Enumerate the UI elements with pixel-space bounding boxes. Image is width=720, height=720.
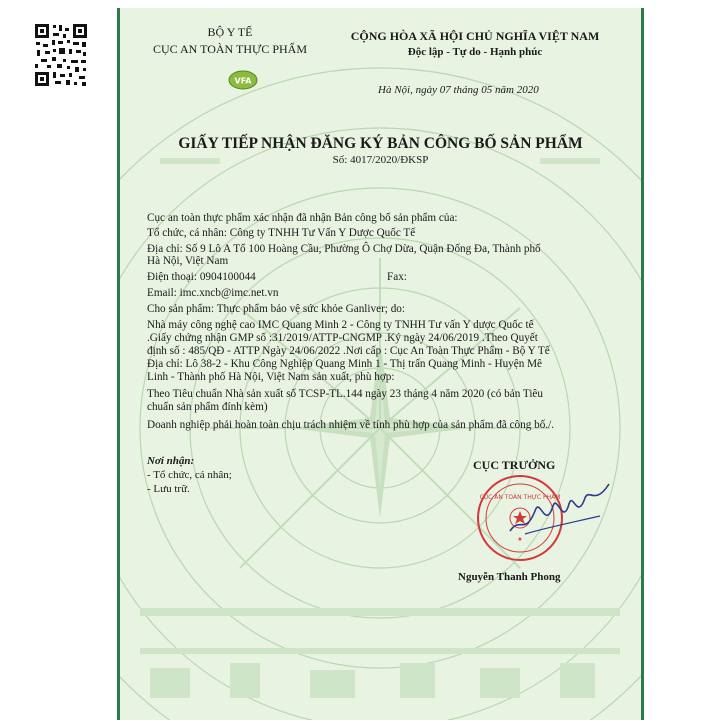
ministry-name: BỘ Y TẾ (207, 25, 253, 39)
phone-line: Điện thoại: 0904100044 (147, 271, 256, 283)
responsibility-line: Doanh nghiệp phải hoàn toàn chịu trách nhiệm về tính phù hợp của sản phẩm đã công bố./. (147, 419, 555, 431)
email-line: Email: imc.xncb@imc.net.vn (147, 287, 279, 299)
manufacturer-line-5: Linh - Thành phố Hà Nội, Việt Nam sản xuất, phù hợp: (147, 371, 395, 383)
manufacturer-line-2: .Giấy chứng nhận GMP số :31/2019/ATTP-CNGMP .Ký ngày 24/06/2019 .Theo Quyết (147, 332, 538, 344)
svg-text:VFA: VFA (234, 76, 252, 86)
qr-code (33, 22, 89, 88)
agency-name: CỤC AN TOÀN THỰC PHẨM (152, 42, 307, 56)
address-line-2: Hà Nội, Việt Nam (147, 255, 229, 267)
signer-name: Nguyễn Thanh Phong (458, 571, 561, 583)
document-title: GIẤY TIẾP NHẬN ĐĂNG KÝ BẢN CÔNG BỐ SẢN PHẨM (178, 135, 583, 152)
organization-line: Tổ chức, cá nhân: Công ty TNHH Tư Vấn Y Dược Quốc Tế (147, 227, 416, 239)
product-line: Cho sản phẩm: Thực phẩm bảo vệ sức khỏe Ganliver; do: (147, 303, 405, 315)
recipients-heading: Nơi nhận: (147, 455, 195, 467)
signer-role: CỤC TRƯỞNG (473, 458, 556, 472)
vfa-logo (228, 70, 258, 90)
fax-line: Fax: (387, 271, 407, 283)
place-date: Hà Nội, ngày 07 tháng 05 năm 2020 (378, 84, 539, 96)
certificate-document (117, 8, 644, 720)
svg-text:★: ★ (517, 536, 523, 543)
intro-line: Cục an toàn thực phẩm xác nhận đã nhận Bản công bố sản phẩm của: (147, 212, 458, 224)
address-line-1: Địa chỉ: Số 9 Lô A Tổ 100 Hoàng Cầu, Phường Ô Chợ Dừa, Quận Đống Đa, Thành phố (147, 243, 541, 255)
recipient-item: - Tổ chức, cá nhân; (147, 469, 232, 481)
manufacturer-line-3: định số : 485/QĐ - ATTP Ngày 24/06/2022 .Nơi cấp : Cục An Toàn Thực Phẩm - Bộ Y Tế (147, 345, 550, 357)
standard-line-2: chuẩn sản phẩm đính kèm) (147, 401, 268, 413)
standard-line-1: Theo Tiêu chuẩn Nhà sản xuất số TCSP-TL.144 ngày 23 tháng 4 năm 2020 (có bản Tiêu (147, 388, 543, 400)
document-number: Số: 4017/2020/ĐKSP (332, 154, 429, 166)
handwritten-signature (505, 476, 615, 546)
recipient-item: - Lưu trữ. (147, 483, 190, 495)
manufacturer-line-4: Địa chỉ: Lô 38-2 - Khu Công Nghiệp Quang Minh 1 - Thị trấn Quang Minh - Huyện Mê (147, 358, 543, 370)
republic-name: CỘNG HÒA XÃ HỘI CHỦ NGHĨA VIỆT NAM (350, 29, 600, 43)
svg-text:CỤC AN TOÀN THỰC PHẨM: CỤC AN TOÀN THỰC PHẨM (479, 494, 561, 501)
national-motto: Độc lập - Tự do - Hạnh phúc (407, 46, 543, 58)
manufacturer-line-1: Nhà máy công nghệ cao IMC Quang Minh 2 - Công ty TNHH Tư vấn Y dược Quốc tế (147, 319, 534, 331)
